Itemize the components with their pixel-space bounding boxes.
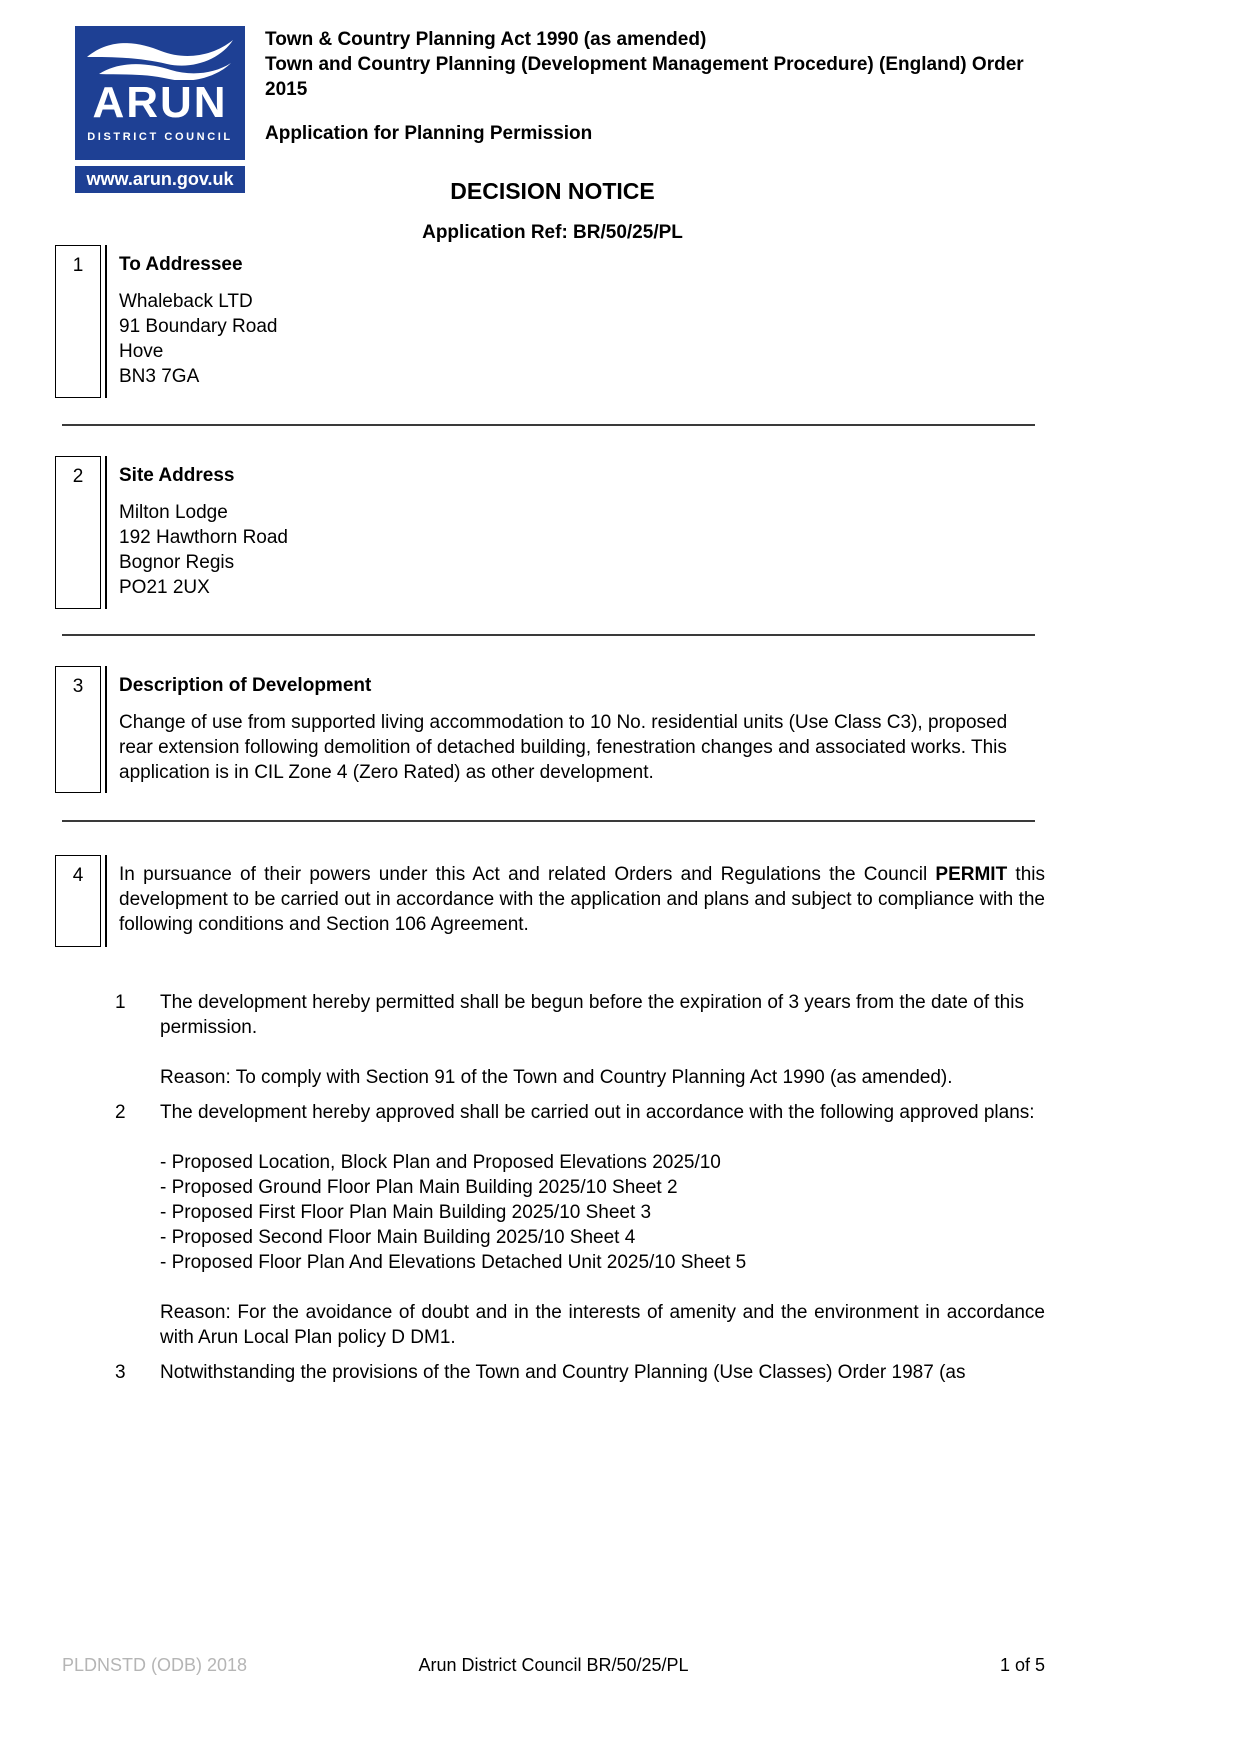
site-address-line: Milton Lodge bbox=[119, 502, 228, 523]
condition-item-1 bbox=[115, 990, 1045, 1090]
act-line-2: Town and Country Planning (Development Management Procedure) (England) Order 2015 bbox=[265, 54, 1024, 100]
section-number-box: 1 bbox=[55, 245, 101, 398]
decision-word: PERMIT bbox=[935, 864, 1008, 885]
section-site-address bbox=[55, 456, 1045, 609]
section-divider bbox=[62, 634, 1035, 636]
footer-reference: Arun District Council BR/50/25/PL bbox=[418, 1655, 689, 1675]
decision-text-after: this development to be carried out in accordance with the application and plans and subject to compliance with the following conditions and Section 106 Agreement. bbox=[119, 864, 1045, 935]
plan-list-item: - Proposed Ground Floor Plan Main Building 2025/10 Sheet 2 bbox=[160, 1177, 678, 1198]
condition-text: Notwithstanding the provisions of the Town and Country Planning (Use Classes) Order 1987 (as bbox=[160, 1362, 966, 1383]
logo-subtitle: DISTRICT COUNCIL bbox=[87, 131, 233, 143]
application-ref: Application Ref: BR/50/25/PL bbox=[422, 222, 683, 243]
site-address-heading: Site Address bbox=[119, 465, 235, 486]
condition-item-2 bbox=[115, 1100, 1045, 1350]
section-divider bbox=[62, 424, 1035, 426]
condition-item-3 bbox=[115, 1360, 1045, 1385]
addressee-line: 91 Boundary Road bbox=[119, 316, 278, 337]
page-title: DECISION NOTICE bbox=[450, 178, 655, 204]
section-description bbox=[55, 666, 1045, 793]
document-header bbox=[265, 27, 1043, 146]
addressee-content bbox=[119, 245, 1045, 398]
application-type: Application for Planning Permission bbox=[265, 123, 593, 144]
site-address-line: Bognor Regis bbox=[119, 552, 235, 573]
decision-text-before: In pursuance of their powers under this Act and related Orders and Regulations the Council bbox=[119, 864, 936, 885]
addressee-line: Whaleback LTD bbox=[119, 291, 253, 312]
condition-reason: Reason: For the avoidance of doubt and in the interests of amenity and the environment in accordance with Arun Local Plan policy D DM1. bbox=[160, 1302, 1045, 1348]
plan-list-item: - Proposed Second Floor Main Building 2025/10 Sheet 4 bbox=[160, 1227, 636, 1248]
conditions-list bbox=[115, 990, 1045, 1385]
section-decision bbox=[55, 855, 1045, 947]
condition-body bbox=[160, 990, 1045, 1090]
addressee-line: Hove bbox=[119, 341, 164, 362]
section-number-box: 4 bbox=[55, 855, 101, 947]
condition-number: 1 bbox=[115, 992, 126, 1013]
description-content bbox=[119, 666, 1045, 793]
seagulls-icon bbox=[81, 30, 239, 80]
description-heading: Description of Development bbox=[119, 675, 372, 696]
site-address-line: PO21 2UX bbox=[119, 577, 210, 598]
condition-body bbox=[160, 1360, 1045, 1385]
arun-logo-square bbox=[75, 26, 245, 160]
act-line-1: Town & Country Planning Act 1990 (as amended) bbox=[265, 29, 707, 50]
condition-body bbox=[160, 1100, 1045, 1350]
section-number-box: 3 bbox=[55, 666, 101, 793]
decision-content bbox=[119, 855, 1045, 947]
logo-acronym: ARUN bbox=[92, 78, 228, 127]
condition-text: The development hereby approved shall be carried out in accordance with the following approved plans: bbox=[160, 1102, 1035, 1123]
page-footer bbox=[62, 1653, 1045, 1678]
footer-doc-code: PLDNSTD (ODB) 2018 bbox=[62, 1655, 248, 1675]
addressee-line: BN3 7GA bbox=[119, 366, 200, 387]
section-divider-line bbox=[105, 666, 107, 793]
plan-list-item: - Proposed Location, Block Plan and Proposed Elevations 2025/10 bbox=[160, 1152, 721, 1173]
condition-reason: Reason: To comply with Section 91 of the Town and Country Planning Act 1990 (as amended). bbox=[160, 1067, 953, 1088]
plan-list-item: - Proposed Floor Plan And Elevations Detached Unit 2025/10 Sheet 5 bbox=[160, 1252, 747, 1273]
site-address-content bbox=[119, 456, 1045, 609]
condition-text: The development hereby permitted shall be begun before the expiration of 3 years from the date of this permission. bbox=[160, 992, 1024, 1038]
section-divider-line bbox=[105, 855, 107, 947]
logo-website: www.arun.gov.uk bbox=[75, 166, 245, 193]
section-number-box: 2 bbox=[55, 456, 101, 609]
description-body: Change of use from supported living accommodation to 10 No. residential units (Use Class C3), proposed rear extension following demolition of detached building, fenestration changes and associated works. This application is in CIL Zone 4 (Zero Rated) as other development. bbox=[119, 712, 1008, 783]
section-divider-line bbox=[105, 456, 107, 609]
section-addressee bbox=[55, 245, 1045, 398]
section-divider bbox=[62, 820, 1035, 822]
site-address-line: 192 Hawthorn Road bbox=[119, 527, 288, 548]
approved-plans-list bbox=[160, 1150, 1045, 1275]
footer-page-number: 1 of 5 bbox=[999, 1655, 1045, 1675]
section-divider-line bbox=[105, 245, 107, 398]
decision-statement bbox=[119, 862, 1045, 937]
plan-list-item: - Proposed First Floor Plan Main Building 2025/10 Sheet 3 bbox=[160, 1202, 652, 1223]
addressee-heading: To Addressee bbox=[119, 254, 243, 275]
arun-logo bbox=[75, 26, 245, 193]
condition-number: 3 bbox=[115, 1362, 126, 1383]
condition-number: 2 bbox=[115, 1102, 126, 1123]
